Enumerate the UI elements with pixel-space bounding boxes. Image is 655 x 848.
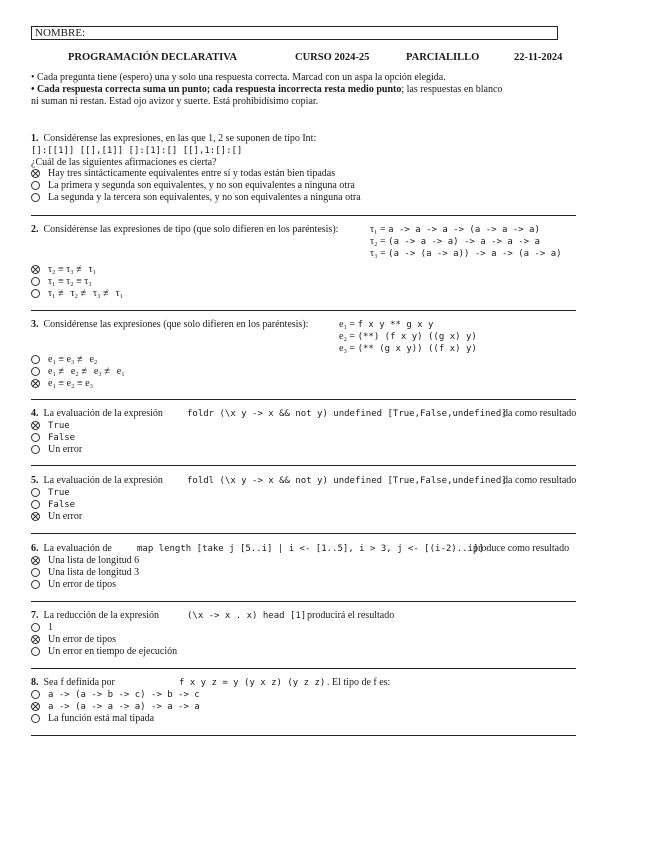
radio-marked[interactable]: [31, 702, 40, 711]
radio-marked[interactable]: [31, 379, 40, 388]
radio-marked[interactable]: [31, 512, 40, 521]
instruction-line-2: [31, 84, 616, 96]
option-label: Una lista de longitud 6: [48, 555, 140, 566]
option-label: Un error: [48, 444, 83, 455]
radio-marked[interactable]: [31, 169, 40, 178]
def-rhs: f x y ** g x y: [357, 320, 434, 330]
radio[interactable]: [31, 714, 40, 723]
radio[interactable]: [31, 445, 40, 454]
radio[interactable]: [31, 500, 40, 509]
radio[interactable]: [31, 488, 40, 497]
radio[interactable]: [31, 647, 40, 656]
option-label: Un error en tiempo de ejecución: [48, 646, 178, 657]
separator: [31, 533, 576, 534]
def-rhs: (a -> (a -> a)) -> a -> (a -> a): [388, 249, 562, 259]
def-lhs: τ₃ =: [370, 248, 389, 259]
option-label: La segunda y la tercera son equivalentes, y no son equivalentes a ninguna otra: [48, 192, 361, 203]
question-number: 7.: [31, 610, 39, 621]
question-6-code: map length [take j [5..i] | i <- [1..5], i > 3, j <- [(i-2)..i]]: [137, 544, 484, 554]
question-7-stem: [31, 610, 159, 622]
option-label: τ₁ ≢ τ₂ ≢ τ₃ ≢ τ₁: [48, 288, 124, 299]
def-lhs: τ₁ =: [370, 224, 389, 235]
exam-title: PARCIALILLO: [406, 52, 480, 63]
type-definitions: [370, 224, 562, 260]
question-5-stem: [31, 475, 163, 487]
question-5-code: foldl (\x y -> x && not y) undefined [True,False,undefined]: [187, 476, 507, 486]
instruction-scoring: • Cada respuesta correcta suma un punto; cada respuesta incorrecta resta medio punto: [31, 84, 402, 95]
def-rhs: (** (g x y)) ((f x) y): [357, 344, 477, 354]
question-text: La evaluación de: [43, 543, 112, 554]
radio[interactable]: [31, 277, 40, 286]
option-label: e₁ ≡ e₂ ≡ e₃: [48, 378, 94, 389]
question-text: La evaluación de la expresión: [43, 475, 163, 486]
question-1-expressions: []:[[1]] [[],[1]] []:[1]:[] [[],1:[]:[]: [31, 146, 243, 156]
question-8-tail: . El tipo de f es:: [327, 677, 391, 688]
option-label: Un error de tipos: [48, 579, 117, 590]
option-label: True: [48, 488, 70, 498]
question-text: Considérense las expresiones de tipo (que solo difieren en los paréntesis):: [43, 224, 339, 235]
separator: [31, 601, 576, 602]
question-5-tail: da como resultado: [503, 475, 577, 486]
separator: [31, 215, 576, 216]
question-1-prompt: ¿Cuál de las siguientes afirmaciones es cierta?: [31, 157, 217, 168]
def-lhs: e₂ =: [339, 331, 358, 342]
question-number: 6.: [31, 543, 39, 554]
separator: [31, 668, 576, 669]
separator: [31, 465, 576, 466]
radio-marked[interactable]: [31, 635, 40, 644]
name-field[interactable]: [31, 26, 558, 40]
option-label: Una lista de longitud 3: [48, 567, 140, 578]
radio[interactable]: [31, 433, 40, 442]
instructions: [31, 72, 616, 108]
option-label: τ₂ ≡ τ₃ ≢ τ₁: [48, 264, 97, 275]
option-label: False: [48, 500, 76, 510]
radio-marked[interactable]: [31, 265, 40, 274]
instruction-blank: ; las respuestas en blanco: [401, 84, 503, 95]
question-text: Considérense las expresiones, en las que 1, 2 se suponen de tipo Int:: [43, 133, 317, 144]
def-lhs: e₃ =: [339, 343, 358, 354]
option-label: e₁ ≡ e₃ ≢ e₂: [48, 354, 98, 365]
question-6-stem: [31, 543, 112, 555]
option-label: Un error de tipos: [48, 634, 117, 645]
question-number: 1.: [31, 133, 39, 144]
option-label: τ₁ ≡ τ₂ ≡ τ₃: [48, 276, 92, 287]
radio[interactable]: [31, 181, 40, 190]
question-7-tail: producirá el resultado: [307, 610, 395, 621]
instruction-line-1: • Cada pregunta tiene (espero) una y solo una respuesta correcta. Marcad con un aspa la opción elegida.: [31, 72, 446, 83]
question-8-stem: [31, 677, 115, 689]
question-3-stem: [31, 319, 308, 331]
radio[interactable]: [31, 623, 40, 632]
option-label: Un error: [48, 511, 83, 522]
definition-e1: [339, 319, 477, 331]
question-6-tail: produce como resultado: [473, 543, 570, 554]
definition-e3: [339, 343, 477, 355]
option-label: e₁ ≢ e₂ ≢ e₃ ≢ e₁: [48, 366, 125, 377]
radio-marked[interactable]: [31, 556, 40, 565]
question-8-code: f x y z = y (y x z) (y z z): [179, 678, 326, 688]
question-number: 2.: [31, 224, 39, 235]
question-number: 5.: [31, 475, 39, 486]
question-2-stem: [31, 224, 338, 236]
name-label: NOMBRE:: [35, 27, 86, 39]
radio[interactable]: [31, 289, 40, 298]
radio[interactable]: [31, 690, 40, 699]
radio[interactable]: [31, 193, 40, 202]
option-label: False: [48, 433, 76, 443]
question-text: La evaluación de la expresión: [43, 408, 163, 419]
radio[interactable]: [31, 568, 40, 577]
question-4-tail: da como resultado: [503, 408, 577, 419]
option-label: a -> (a -> b -> c) -> b -> c: [48, 690, 200, 700]
exam-header: [0, 52, 655, 66]
radio[interactable]: [31, 367, 40, 376]
option-label: La función está mal tipada: [48, 713, 155, 724]
question-text: Considérense las expresiones (que solo difieren en los paréntesis):: [43, 319, 309, 330]
radio[interactable]: [31, 580, 40, 589]
separator: [31, 735, 576, 736]
option-label: La primera y segunda son equivalentes, y no son equivalentes a ninguna otra: [48, 180, 355, 191]
question-number: 4.: [31, 408, 39, 419]
question-4-stem: [31, 408, 163, 420]
radio-marked[interactable]: [31, 421, 40, 430]
course-title: PROGRAMACIÓN DECLARATIVA: [68, 52, 238, 63]
question-1-stem: [31, 133, 316, 145]
def-rhs: (**) (f x y) ((g x) y): [357, 332, 477, 342]
definition-tau3: [370, 248, 562, 260]
separator: [31, 399, 576, 400]
course-year: CURSO 2024-25: [295, 52, 370, 63]
def-lhs: e₁ =: [339, 319, 358, 330]
question-text: La reducción de la expresión: [43, 610, 160, 621]
question-number: 8.: [31, 677, 39, 688]
option-label: True: [48, 421, 70, 431]
definition-tau2: [370, 236, 562, 248]
def-rhs: a -> a -> a -> (a -> a -> a): [388, 225, 540, 235]
option-label: 1: [48, 622, 53, 633]
definition-e2: [339, 331, 477, 343]
def-rhs: (a -> a -> a) -> a -> a -> a: [388, 237, 540, 247]
definition-tau1: [370, 224, 562, 236]
question-number: 3.: [31, 319, 39, 330]
question-text: Sea f definida por: [43, 677, 115, 688]
expression-definitions: [339, 319, 477, 355]
question-4-code: foldr (\x y -> x && not y) undefined [True,False,undefined]: [187, 409, 507, 419]
question-7-code: (\x -> x . x) head [1]: [187, 611, 307, 621]
separator: [31, 310, 576, 311]
instruction-line-3: ni suman ni restan. Estad ojo avizor y suerte. Está prohibidísimo copiar.: [31, 96, 319, 107]
radio[interactable]: [31, 355, 40, 364]
def-lhs: τ₂ =: [370, 236, 389, 247]
option-label: a -> (a -> a -> a) -> a -> a: [48, 702, 200, 712]
option-label: Hay tres sintácticamente equivalentes entre sí y todas están bien tipadas: [48, 168, 336, 179]
exam-date: 22-11-2024: [514, 52, 563, 63]
